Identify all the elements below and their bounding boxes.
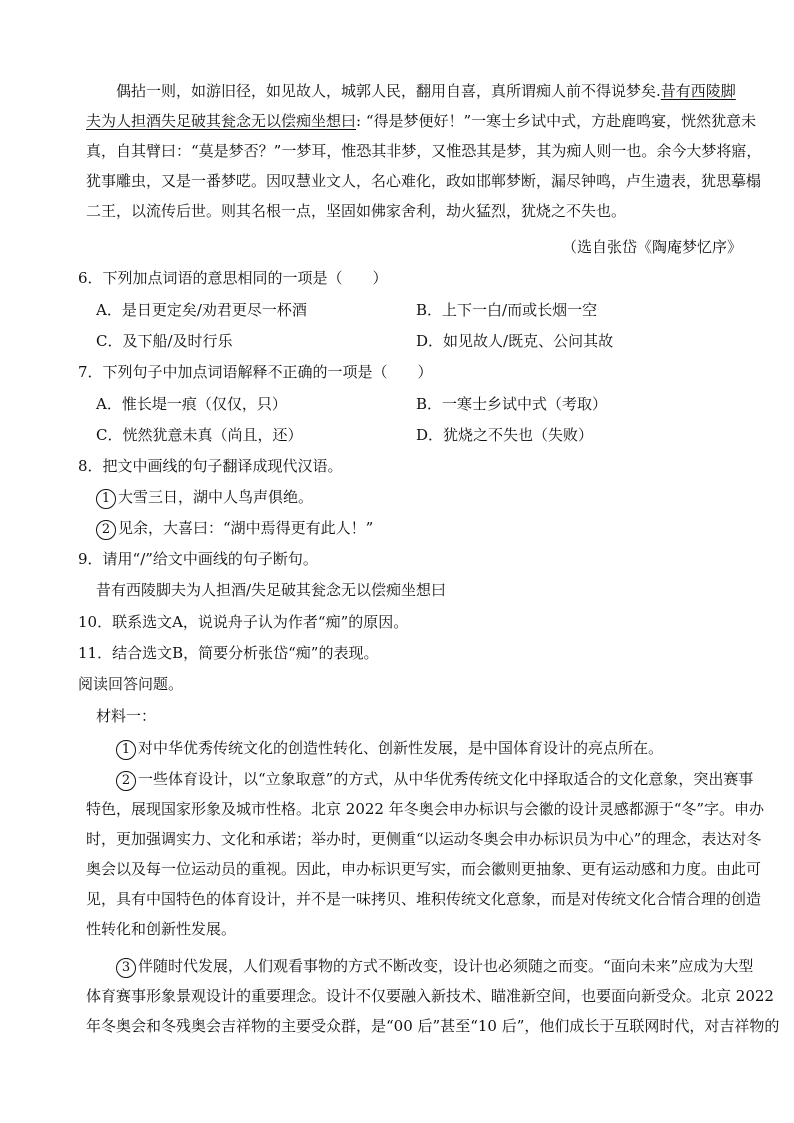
material-paragraph-2: 2 一些体育设计，以“立象取意”的方式，从中华优秀传统文化中择取适合的文化意象，突出赛事 特色，展现国家形象及城市性格。北京 2022 年冬奥会申办标识与会徽的设计灵感都源于“冬”字。申办 时，更加强调实力、文化和承诺；举办时，更侧重“以运动冬奥会申办标识员为中心”的理念，表达对冬 奥会以及每一位运动员的重视。因此，申办标识更写实，而会徽则更抽象、更有运动感和力度。由此可 见，具有中国特色的体育设计，并不是一味拷贝、堆积传统文化意象，而是对传统文化合情合理的创造 性转化和创新性发展。: [86, 770, 765, 938]
circled-number: 1: [96, 489, 116, 509]
q9-sentence: 昔有西陵脚夫为人担酒/失足破其瓮念无以偿痴坐想曰: [96, 581, 447, 599]
material-paragraph-3: 3 伴随时代发展，人们观看事物的方式不断改变，设计也必须随之而变。“面向未来”应成为大型 体育赛事形象景观设计的重要理念。设计不仅要融入新技术、瞄准新空间，也要面向新受众。北京 2022 年冬奥会和冬残奥会吉祥物的主要受众群，是“00 后”甚至“10 后”，他们成长于互联网时代，对吉祥物的: [86, 957, 780, 1035]
q8-item-1: 1 大雪三日，湖中人鸟声俱绝。: [96, 485, 313, 509]
passage-line-4: 犹事雕虫，又是一番梦呓。因叹慧业文人，名心难化，政如邯郸梦断，漏尽钟鸣，卢生遗表，犹思摹榻: [86, 172, 762, 190]
q6-option-c: C．及下船/及时行乐: [96, 332, 233, 350]
passage-line-3: 真，自其臂曰：“莫是梦否？”一梦耳，惟恐其非梦，又惟恐其是梦，其为痴人则一也。余今大梦将寤，: [86, 142, 762, 160]
q7-option-d: D．犹烧之不失也（失败）: [416, 426, 594, 444]
material-paragraph-1: 1 对中华优秀传统文化的创造性转化、创新性发展，是中国体育设计的亮点所在。: [86, 733, 746, 763]
underlined-sentence-part-1: 昔有西陵脚: [660, 82, 736, 100]
q6-option-d: D．如见故人/既克、公问其故: [416, 332, 614, 350]
q7-option-c: C．恍然犹意未真（尚且，还）: [96, 426, 303, 444]
question-11: 11．结合选文B，简要分析张岱“痴”的表现。: [78, 644, 379, 662]
question-8-stem: 8．把文中画线的句子翻译成现代汉语。: [78, 457, 343, 475]
circled-number: 3: [116, 958, 136, 978]
question-9-stem: 9．请用“/”给文中画线的句子断句。: [78, 550, 318, 568]
passage-line-1: 偶拈一则，如游旧径，如见故人，城郭人民，翻用自喜，真所谓痴人前不得说梦矣.昔有西陵脚: [116, 82, 736, 100]
passage-line-2: 夫为人担酒失足破其瓮念无以偿痴坐想曰: “得是梦便好！”一寒士乡试中式，方赴鹿鸣宴，恍然犹意未: [86, 112, 757, 130]
q7-option-a: A．惟长堤一痕（仅仅，只）: [96, 395, 287, 413]
source-citation: （选自张岱《陶庵梦忆序》: [561, 238, 742, 256]
q6-option-b: B．上下一白/而或长烟一空: [416, 301, 598, 319]
q7-option-b: B．一寒士乡试中式（考取）: [416, 395, 608, 413]
question-7-stem: 7．下列句子中加点词语解释不正确的一项是（ ）: [78, 363, 433, 381]
passage-line-5: 二王，以流传后世。则其名根一点，坚固如佛家舍利，劫火猛烈，犹烧之不失也。: [86, 202, 627, 220]
question-10: 10．联系选文A，说说舟子认为作者“痴”的原因。: [78, 613, 409, 631]
q6-option-a: A．是日更定矣/劝君更尽一杯酒: [96, 301, 307, 319]
circled-number: 2: [96, 520, 116, 540]
q8-item-2: 2 见余，大喜曰：“湖中焉得更有此人！”: [96, 516, 373, 540]
question-6-stem: 6．下列加点词语的意思相同的一项是（ ）: [78, 269, 388, 287]
section-heading: 阅读回答问题。: [78, 675, 184, 693]
underlined-sentence-part-2: 夫为人担酒失足破其瓮念无以偿痴坐想曰: [86, 112, 357, 130]
circled-number: 1: [116, 740, 136, 760]
circled-number: 2: [116, 771, 136, 791]
classical-passage: [86, 76, 762, 226]
material-label: 材料一：: [96, 707, 157, 725]
